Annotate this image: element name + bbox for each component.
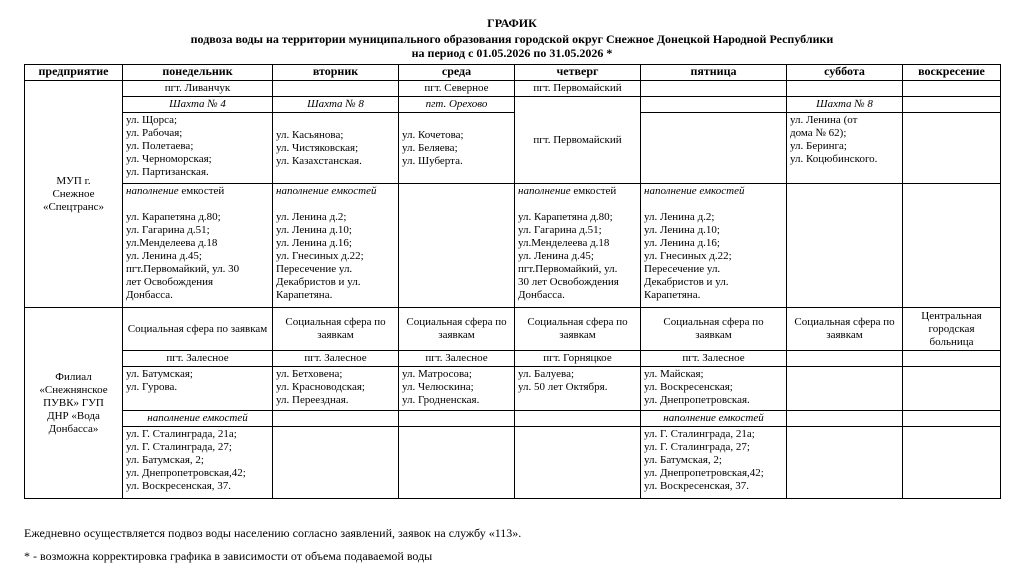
street-item: ул. Ленина д.16; (644, 237, 720, 249)
fill-heading-rest: емкостей (570, 185, 617, 197)
col-header: пятница (641, 65, 787, 81)
street-item: ул. Днепропетровская,42; (644, 467, 764, 479)
enterprise-name-line: «Снежнянское (39, 383, 108, 396)
cell-sat (787, 184, 903, 308)
street-item: пгт.Первомайкий, ул. (518, 263, 618, 275)
street-item (126, 198, 269, 211)
hospital-line: городская (928, 322, 975, 335)
street-item: ул. Гнесиных д.22; (276, 250, 364, 262)
street-item: ул. Ленина (от (790, 114, 858, 126)
cell-wed: пгт. Залесное (399, 351, 515, 367)
note-correction: * - возможна корректировка графика в зависимости от объема подаваемой воды (24, 549, 433, 563)
enterprise-name-line: «Спецтранс» (42, 200, 105, 213)
street-item: ул. Батумская, 2; (644, 454, 722, 466)
street-item: ул. Щорса; (126, 114, 178, 126)
street-item: ул. Балуева; (518, 368, 575, 380)
cell-mon: Социальная сфера по заявкам (123, 308, 273, 351)
cell-tue (273, 113, 399, 184)
enterprise-mup (25, 81, 123, 308)
street-item: ул. Коцюбинского. (790, 153, 878, 165)
header-row (25, 65, 1001, 81)
cell-fri (641, 427, 787, 499)
street-item: ул. Гагарина д.51; (126, 224, 210, 236)
street-item: ул. Майская; (644, 368, 704, 380)
cell-tue: Шахта № 8 (273, 97, 399, 113)
col-header: предприятие (25, 65, 123, 81)
hospital-line: больница (929, 335, 974, 348)
street-item: 30 лет Освобождения (518, 276, 619, 288)
cell-wed (399, 427, 515, 499)
cell-tue (273, 427, 399, 499)
cell-sun (903, 427, 1001, 499)
table-row (25, 97, 1001, 113)
cell-thu: пгт. Горняцкое (515, 351, 641, 367)
street-item: ул. Батумская, 2; (126, 454, 204, 466)
cell-fri: Социальная сфера по заявкам (641, 308, 787, 351)
street-item (644, 198, 783, 211)
street-item: ул.Менделеева д.18 (126, 237, 218, 249)
fill-heading-italic: наполнение (126, 185, 179, 197)
street-item: ул. Батумская; (126, 368, 193, 380)
cell-mon: пгт. Залесное (123, 351, 273, 367)
street-item: ул. Ленина д.45; (518, 250, 594, 262)
enterprise-name-line: ПУВК» ГУП (43, 396, 104, 409)
cell-fri: пгт. Залесное (641, 351, 787, 367)
cell-thu: пгт. Первомайский (515, 81, 641, 97)
street-item: Донбасса. (126, 289, 173, 301)
cell-fri (641, 113, 787, 184)
fill-heading (126, 185, 269, 198)
street-item: ул. Г. Сталинграда, 21а; (644, 428, 755, 440)
street-item: ул. Ленина д.10; (276, 224, 352, 236)
street-item: Пересечение ул. (276, 263, 353, 275)
cell-thu: Социальная сфера по заявкам (515, 308, 641, 351)
cell-mon (123, 427, 273, 499)
enterprise-name-line: Снежное (52, 187, 95, 200)
street-item: ул. Казахстанская. (276, 154, 362, 167)
cell-mon: Шахта № 4 (123, 97, 273, 113)
cell-thu (515, 427, 641, 499)
street-item: Пересечение ул. (644, 263, 721, 275)
street-item: ул. Гродненская. (402, 394, 480, 406)
col-header: четверг (515, 65, 641, 81)
cell-mon: наполнение емкостей (123, 411, 273, 427)
street-item: ул. Г. Сталинграда, 21а; (126, 428, 237, 440)
street-item: ул. Воскресенская, 37. (126, 480, 232, 492)
cell-thu (515, 184, 641, 308)
col-header: понедельник (123, 65, 273, 81)
cell-mon (123, 184, 273, 308)
document-subtitle: подвоза воды на территории муниципального образования городской округ Снежное Донецкой Народной Республики (190, 32, 834, 46)
enterprise-name-line: Филиал (55, 370, 92, 383)
col-header: суббота (787, 65, 903, 81)
street-item: ул. Чистяковская; (276, 141, 359, 154)
street-item: ул. Черноморская; (126, 153, 212, 165)
cell-sun (903, 97, 1001, 113)
cell-sat: Шахта № 8 (787, 97, 903, 113)
col-header: воскресение (903, 65, 1001, 81)
street-item: ул. Гурова. (126, 381, 178, 393)
cell-sun (903, 367, 1001, 411)
street-item: ул.Менделеева д.18 (518, 237, 610, 249)
cell-sat (787, 367, 903, 411)
street-item: ул. Ленина д.2; (644, 211, 715, 223)
cell-wed: Социальная сфера по заявкам (399, 308, 515, 351)
enterprise-filial (25, 308, 123, 499)
cell-fri (641, 81, 787, 97)
street-item: ул. Карапетяна д.80; (518, 211, 613, 223)
cell-sat (787, 113, 903, 184)
street-item: ул. Ленина д.45; (126, 250, 202, 262)
street-item: ул. Партизанская. (126, 166, 209, 178)
table-row (25, 81, 1001, 97)
street-item (518, 198, 637, 211)
fill-heading (518, 185, 637, 198)
cell-fri (641, 184, 787, 308)
street-item: ул. Шуберта. (402, 154, 463, 167)
enterprise-name-line: МУП г. (56, 174, 91, 187)
table-row (25, 367, 1001, 411)
document-period: на период с 01.05.2026 по 31.05.2026 * (411, 46, 613, 60)
cell-thu (515, 367, 641, 411)
cell-wed (399, 184, 515, 308)
cell-sun (903, 308, 1001, 351)
fill-heading: наполнение емкостей (644, 185, 745, 197)
cell-fri (641, 367, 787, 411)
street-item: ул. Г. Сталинграда, 27; (126, 441, 232, 453)
street-item: ул. Беринга; (790, 140, 847, 152)
table-row (25, 411, 1001, 427)
street-item: Карапетяна. (644, 289, 701, 301)
cell-sat: Социальная сфера по заявкам (787, 308, 903, 351)
cell-wed (399, 367, 515, 411)
cell-fri: наполнение емкостей (641, 411, 787, 427)
fill-heading-rest: емкостей (178, 185, 225, 197)
cell-sat (787, 411, 903, 427)
cell-sun (903, 113, 1001, 184)
cell-sun (903, 184, 1001, 308)
cell-sat (787, 81, 903, 97)
street-item: ул. Карапетяна д.80; (126, 211, 221, 223)
cell-tue (273, 367, 399, 411)
cell-wed: пгт. Орехово (399, 97, 515, 113)
cell-thu: пгт. Первомайский (515, 97, 641, 184)
cell-mon: пгт. Ливанчук (123, 81, 273, 97)
table-row (25, 427, 1001, 499)
cell-tue (273, 81, 399, 97)
enterprise-name-line: Донбасса» (48, 422, 99, 435)
col-header: вторник (273, 65, 399, 81)
street-item: ул. Днепропетровская. (644, 394, 750, 406)
cell-fri (641, 97, 787, 113)
street-item: ул. Воскресенская; (644, 381, 733, 393)
cell-wed: пгт. Северное (399, 81, 515, 97)
cell-tue: Социальная сфера по заявкам (273, 308, 399, 351)
street-item: ул. Бетховена; (276, 368, 343, 380)
street-item: ул. 50 лет Октября. (518, 381, 608, 393)
street-item: ул. Г. Сталинграда, 27; (644, 441, 750, 453)
street-item: Карапетяна. (276, 289, 333, 301)
street-item: ул. Воскресенская, 37. (644, 480, 750, 492)
cell-tue (273, 411, 399, 427)
cell-mon (123, 367, 273, 411)
note-daily: Ежедневно осуществляется подвоз воды населению согласно заявлений, заявок на службу «113». (24, 526, 522, 540)
schedule-table (24, 64, 1001, 499)
street-item: пгт.Первомайкий, ул. 30 (126, 263, 240, 275)
cell-sat (787, 351, 903, 367)
street-item: ул. Днепропетровская,42; (126, 467, 246, 479)
street-item: Декабристов и ул. (276, 276, 361, 288)
hospital-line: Центральная (921, 309, 982, 322)
street-item: ул. Кочетова; (402, 128, 464, 141)
cell-tue: пгт. Залесное (273, 351, 399, 367)
street-item: ул. Рабочая; (126, 127, 183, 139)
street-item: ул. Ленина д.16; (276, 237, 352, 249)
fill-heading: наполнение емкостей (276, 185, 377, 197)
table-row (25, 113, 1001, 184)
street-item: ул. Матросова; (402, 368, 472, 380)
col-header: среда (399, 65, 515, 81)
street-item: Донбасса. (518, 289, 565, 301)
cell-sun (903, 351, 1001, 367)
fill-heading-italic: наполнение (518, 185, 571, 197)
street-item: ул. Гнесиных д.22; (644, 250, 732, 262)
street-item: ул. Красноводская; (276, 381, 365, 393)
street-item (276, 198, 395, 211)
street-item: ул. Переездная. (276, 394, 349, 406)
street-item: лет Освобождения (126, 276, 214, 288)
cell-sun (903, 411, 1001, 427)
street-item: дома № 62); (790, 127, 847, 139)
cell-sun (903, 81, 1001, 97)
street-item: ул. Касьянова; (276, 128, 344, 141)
cell-wed (399, 411, 515, 427)
cell-wed (399, 113, 515, 184)
street-item: ул. Ленина д.10; (644, 224, 720, 236)
cell-mon (123, 113, 273, 184)
cell-thu (515, 411, 641, 427)
table-row (25, 184, 1001, 308)
street-item: ул. Челюскина; (402, 381, 474, 393)
street-item: ул. Гагарина д.51; (518, 224, 602, 236)
enterprise-name-line: ДНР «Вода (47, 409, 100, 422)
street-item: ул. Полетаева; (126, 140, 194, 152)
street-item: ул. Ленина д.2; (276, 211, 347, 223)
document-title: ГРАФИК (487, 16, 537, 30)
cell-tue (273, 184, 399, 308)
cell-sat (787, 427, 903, 499)
street-item: Декабристов и ул. (644, 276, 729, 288)
street-item: ул. Беляева; (402, 141, 458, 154)
table-row (25, 351, 1001, 367)
table-row (25, 308, 1001, 351)
